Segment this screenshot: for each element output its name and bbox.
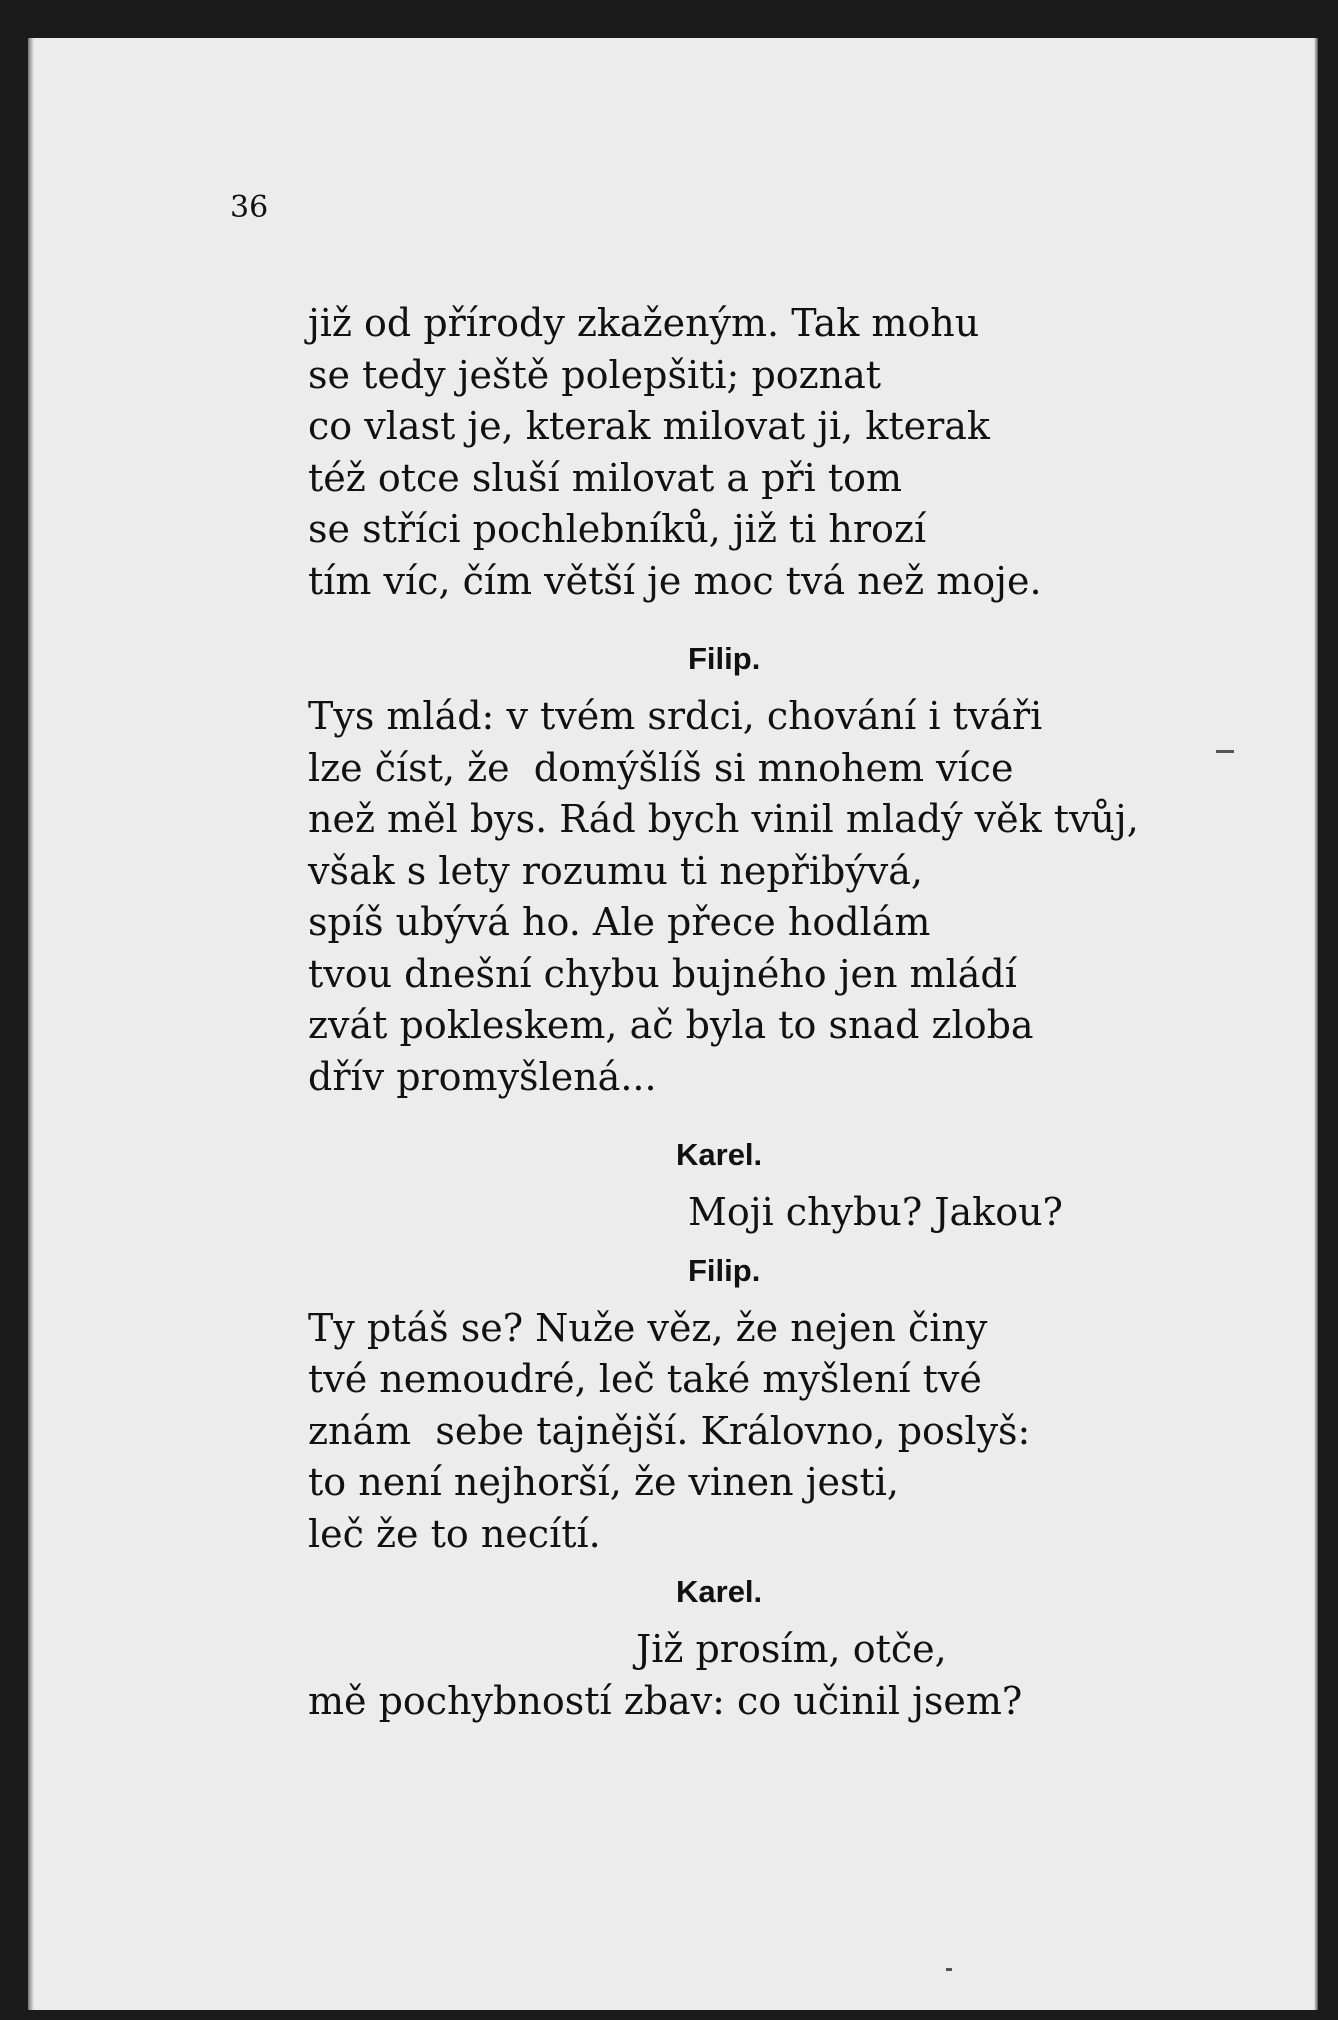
verse-line: však s lety rozumu ti nepřibývá, xyxy=(308,848,923,893)
verse-line: mě pochybností zbav: co učinil jsem? xyxy=(308,1678,1023,1723)
verse-line: tím víc, čím větší je moc tvá než moje. xyxy=(308,558,1042,603)
speaker-name: Filip. xyxy=(688,641,761,676)
verse-line: Ty ptáš se? Nuže věz, že nejen činy xyxy=(308,1305,988,1350)
verse-block xyxy=(308,1239,1228,1561)
speaker-name: Filip. xyxy=(688,1252,761,1288)
speaker-name: Karel. xyxy=(676,1137,763,1172)
verse-line: lze číst, že domýšlíš si mnohem více xyxy=(308,745,1014,790)
page-edge xyxy=(1314,38,1318,2010)
paper-mark xyxy=(1216,750,1234,753)
verse-line: Již prosím, otče, xyxy=(636,1627,947,1671)
verse-line: znám sebe tajnější. Královno, poslyš: xyxy=(308,1408,1031,1453)
verse-block xyxy=(308,627,1228,1103)
verse-block xyxy=(308,298,1228,607)
play-text xyxy=(308,298,1228,1727)
verse-line: tvou dnešní chybu bujného jen mládí xyxy=(308,951,1017,996)
verse-line: to není nejhorší, že vinen jesti, xyxy=(308,1460,899,1504)
verse-line: tvé nemoudré, leč také myšlení tvé xyxy=(308,1357,982,1401)
verse-line: též otce sluší milovat a při tom xyxy=(308,455,903,500)
verse-line: co vlast je, kterak milovat ji, kterak xyxy=(308,404,990,448)
verse-line: leč že to necítí. xyxy=(308,1511,601,1556)
book-page xyxy=(28,38,1318,2010)
verse-line: Tys mlád: v tvém srdci, chování i tváři xyxy=(308,694,1043,738)
page-edge xyxy=(28,38,34,2010)
verse-block xyxy=(308,1123,1228,1239)
page-number: 36 xyxy=(230,190,269,225)
speaker-name: Karel. xyxy=(676,1574,763,1609)
verse-line: již od přírody zkaženým. Tak mohu xyxy=(308,301,980,345)
verse-line: Moji chybu? Jakou? xyxy=(688,1190,1063,1234)
verse-block xyxy=(308,1560,1228,1727)
verse-line: dřív promyšlená... xyxy=(308,1054,657,1099)
verse-line: zvát pokleskem, ač byla to snad zloba xyxy=(308,1003,1034,1047)
verse-line: než měl bys. Rád bych vinil mladý věk tvůj, xyxy=(308,797,1139,841)
verse-line: se tedy ještě polepšiti; poznat xyxy=(308,352,882,397)
verse-line: spíš ubývá ho. Ale přece hodlám xyxy=(308,900,931,944)
paper-mark xyxy=(946,1968,952,1971)
verse-line: se stříci pochlebníků, již ti hrozí xyxy=(308,507,927,551)
